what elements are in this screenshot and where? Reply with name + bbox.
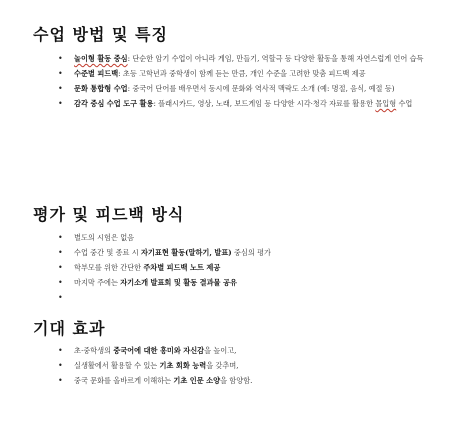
effects-list [58,343,458,388]
bullet-icon: • [58,346,63,355]
bullet-icon: • [58,99,63,108]
list-item: • 수업 중간 및 종료 시 자기표현 활동(말하기, 발표) 중심의 평가 [58,245,458,260]
list-item: • 별도의 시험은 없음 [58,230,458,245]
section-title-expected-effects: 기대 효과 [33,319,106,338]
bullet-icon: • [58,263,63,272]
bullet-icon: • [58,69,63,78]
section-title-methods: 수업 방법 및 특징 [33,25,168,44]
list-item: • 마지막 주에는 자기소개 발표회 및 활동 결과물 공유 [58,275,458,290]
bullet-icon: • [58,278,63,287]
methods-list [58,51,458,111]
list-item: • 문화 통합형 수업: 중국어 단어를 배우면서 동시에 문화와 역사적 맥락도 소개 (예: 명절, 음식, 예절 등) [58,81,458,96]
list-item: • 실생활에서 활용할 수 있는 기초 회화 능력을 갖추며, [58,358,458,373]
bullet-icon: • [58,84,63,93]
list-item: • 놀이형 활동 중심: 단순한 암기 수업이 아니라 게임, 만들기, 역할극 등 다양한 활동을 통해 자연스럽게 언어 습득 [58,51,458,66]
bullet-icon: • [58,376,63,385]
bullet-icon: • [58,233,63,242]
bullet-icon: • [58,54,63,63]
bullet-icon: • [58,293,63,302]
section-title-evaluation: 평가 및 피드백 방식 [33,205,185,224]
list-item: • 수준별 피드백: 초등 고학년과 중학생이 함께 듣는 만큼, 개인 수준을 고려한 맞춤 피드백 제공 [58,66,458,81]
list-item: • 학부모를 위한 간단한 주차별 피드백 노트 제공 [58,260,458,275]
bullet-icon: • [58,361,63,370]
list-item: • 초·중학생의 중국어에 대한 흥미와 자신감을 높이고, [58,343,458,358]
bullet-icon: • [58,248,63,257]
list-item: • 중국 문화를 올바르게 이해하는 기초 인문 소양을 함양함. [58,373,458,388]
evaluation-list [58,230,458,302]
list-item: • 감각 중심 수업 도구 활용: 플래시카드, 영상, 노래, 보드게임 등 다양한 시각·청각 자료를 활용한 몰입형 수업 [58,96,458,111]
